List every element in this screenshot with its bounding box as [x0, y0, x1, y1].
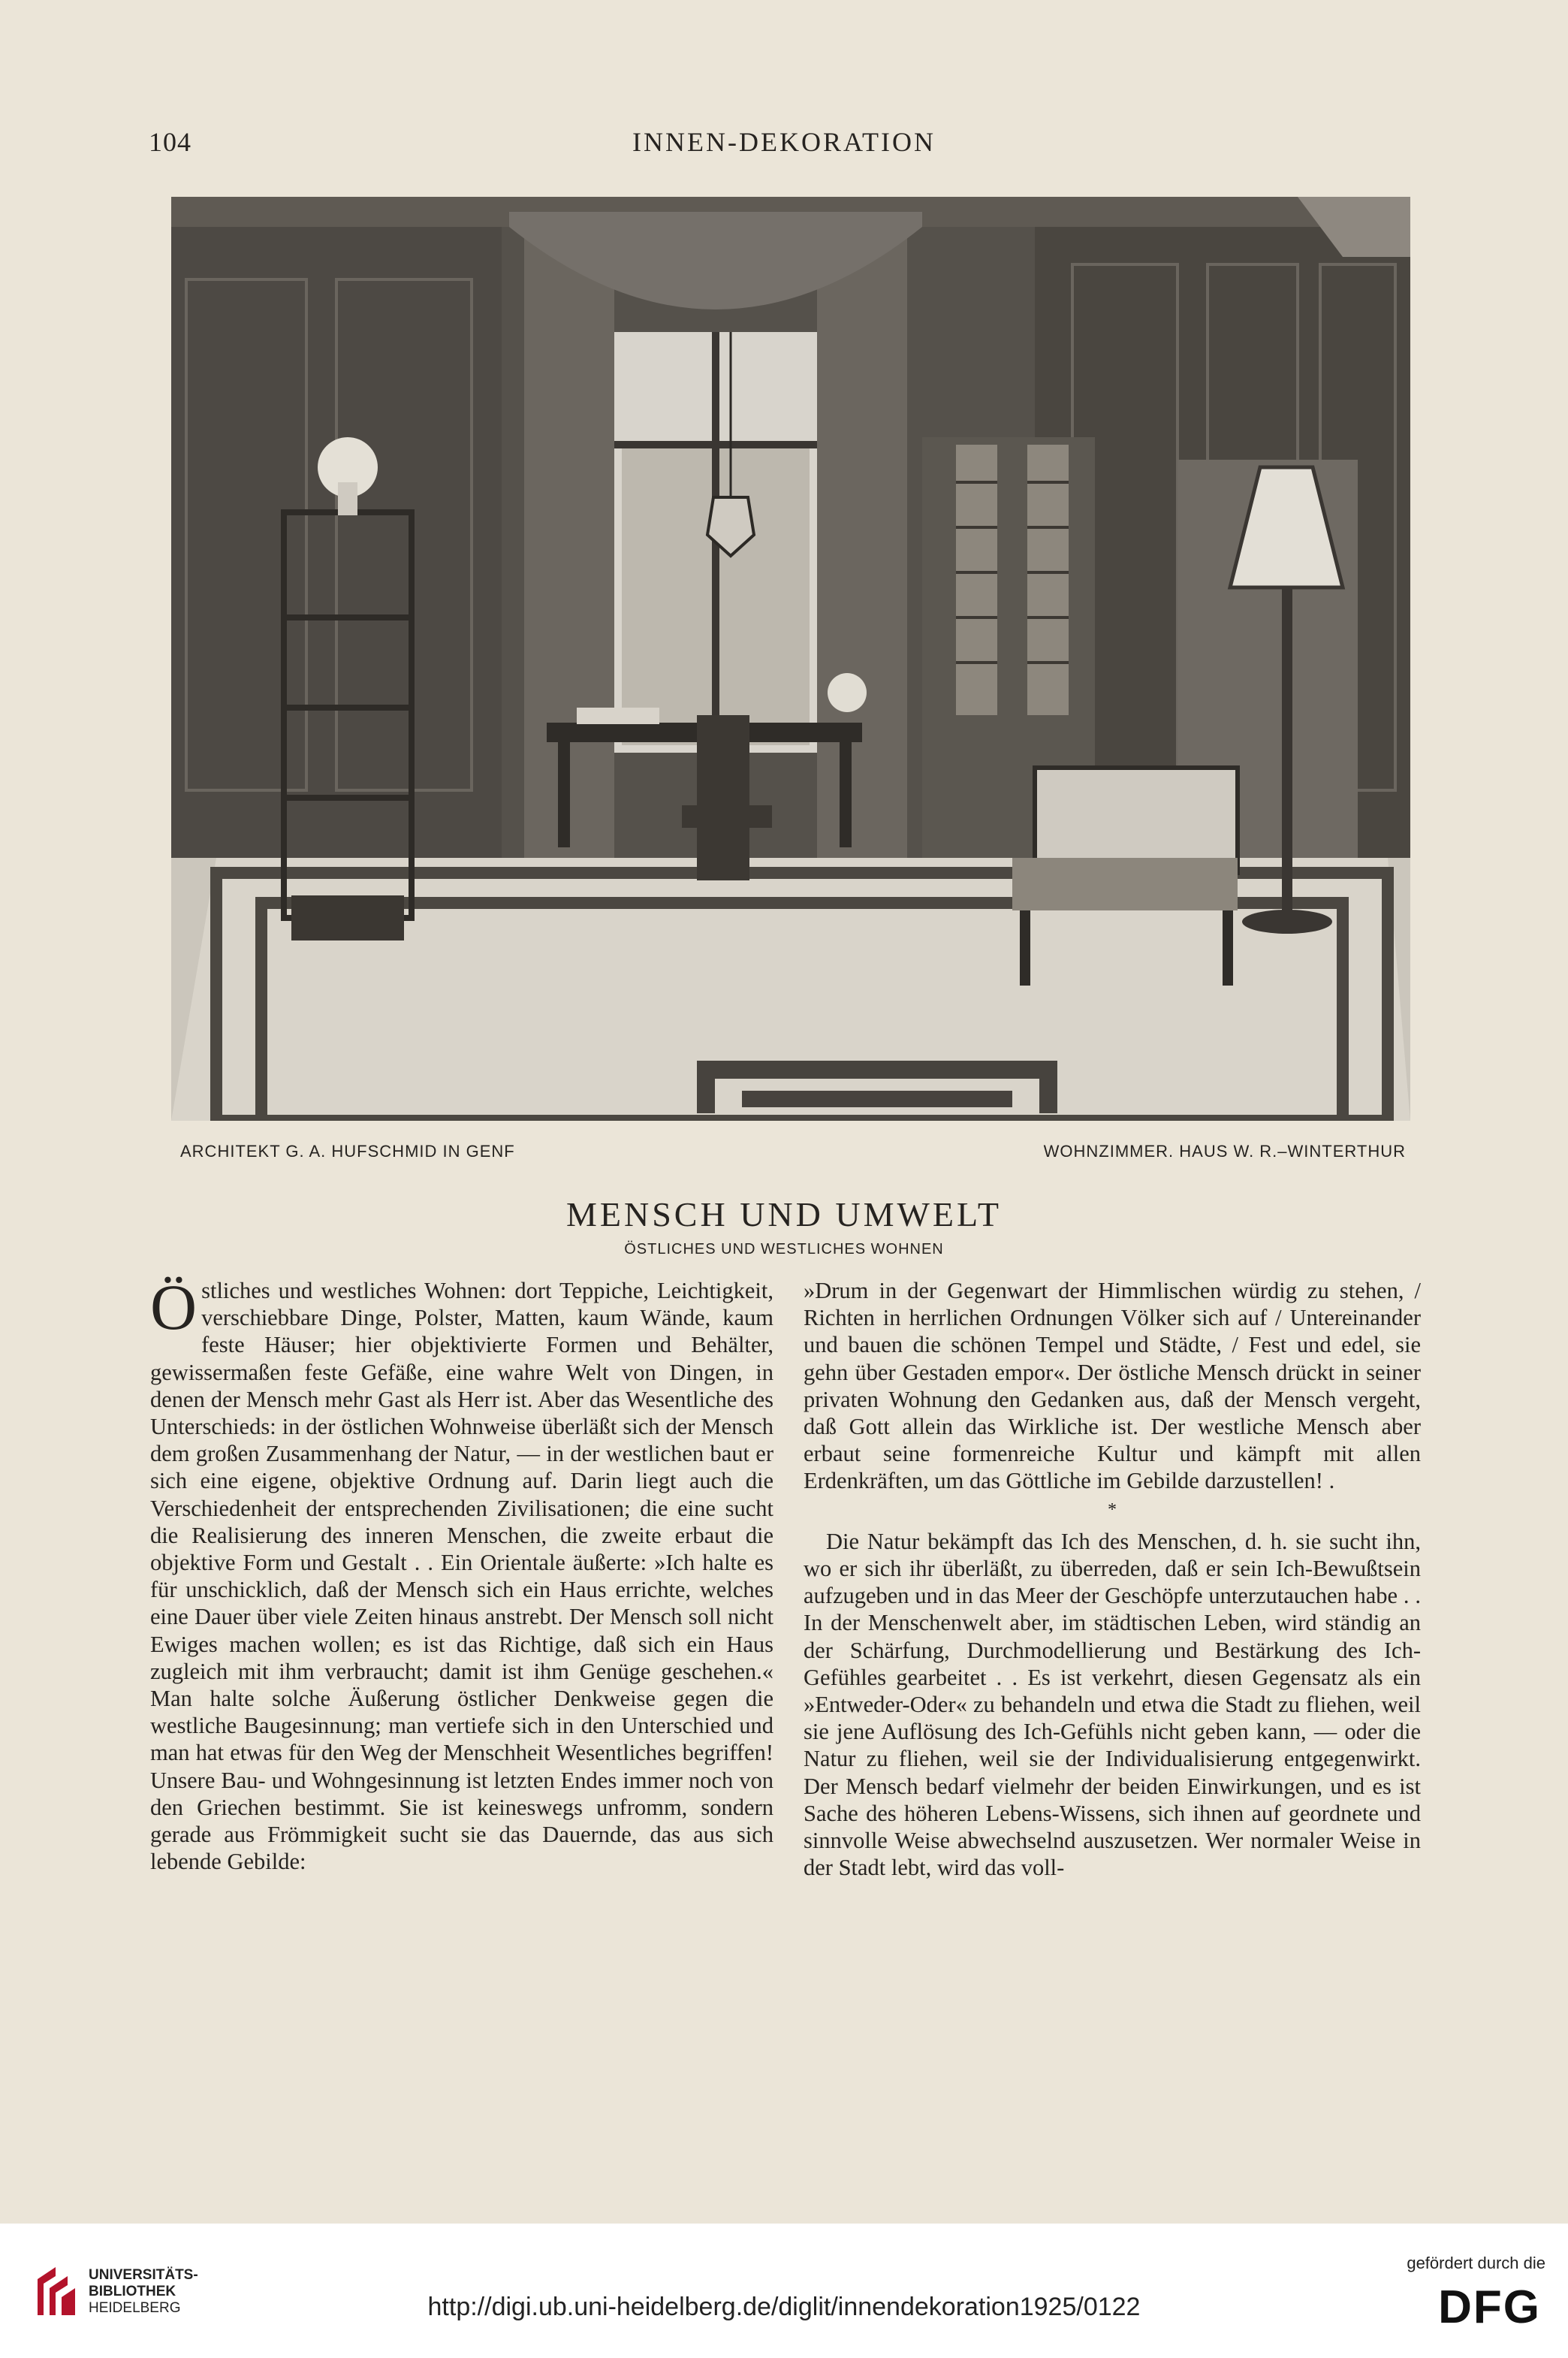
funded-by-label: gefördert durch die	[1407, 2254, 1545, 2272]
poem-quote-paragraph: »Drum in der Gegenwart der Himmlischen würdig zu stehen, / Richten in herrlichen Ordnungen Völker sich auf / Untereinander und bauen die schönen Tempel und Städte, / Fest und edel, sie gehn über Gestaden empor«. Der östliche Mensch drückt in seiner privaten Wohnung den Gedanken aus, daß der Mensch vergeht, daß Gott allein das Wirkliche ist. Der westliche Mensch aber erbaut seine formenreiche Kultur und kämpft mit allen Erdenkräften, um das Göttliche im Gebilde darzustellen! .	[804, 1278, 1421, 1494]
library-name-line: UNIVERSITÄTS-	[89, 2267, 198, 2283]
caption-room: WOHNZIMMER. HAUS W. R.–WINTERTHUR	[1043, 1142, 1406, 1161]
article-title: MENSCH UND UMWELT	[566, 1195, 1002, 1233]
drop-cap: Ö	[150, 1271, 198, 1343]
library-name-line: HEIDELBERG	[89, 2300, 181, 2316]
paragraph-text: stliches und westliches Wohnen: dort Teppiche, Leichtigkeit, verschiebbare Dinge, Polster, Matten, kaum Wände, kaum feste Häuser; hier objektivierte Formen und Behälter, gewissermaßen feste Gefäße, eine wahre Welt von Dingen, in denen der Mensch mehr Gast als Herr ist. Aber das Wesentliche des Unterschieds: in der östlichen Wohnweise überläßt sich der Mensch dem großen Zusammenhang der Natur, — in der westlichen baut er sich eine eigene, objektive Ordnung auf. Darin liegt auch die Verschiedenheit der entsprechenden Zivilisationen; die eine sucht die Realisierung des inneren Menschen, die zweite erbaut die objektive Form und Gestalt . . Ein Orientale äußerte: »Ich halte es für unschicklich, daß der Mensch sich ein Haus errichte, welches eine Dauer über viele Zeiten hinaus anstrebt. Der Mensch soll nicht Ewiges machen wollen; es ist das Richtige, daß sich ein Haus zugleich mit ihm verbraucht; damit ist ihm Genüge geschehen.« Man halte solche Äußerung östlicher Denkweise gegen die westliche Baugesinnung; man vertiefe sich in den Unterschied und man hat etwas für den Weg der Menschheit Wesentliches begriffen! Unsere Bau- und Wohngesinnung ist letzten Endes immer noch von den Griechen bestimmt. Sie ist keineswegs unfromm, sondern gerade aus Frömmigkeit sucht sie das Dauernde, das aus sich lebende Gebilde:	[150, 1278, 773, 1875]
paragraph: Die Natur bekämpft das Ich des Menschen, d. h. sie sucht ihn, wo er sich ihr überläßt, zu überreden, daß er sein Ich-Bewußtsein aufzugeben und in das Meer der Geschöpfe unterzutauchen habe . . In der Menschenwelt aber, im städtischen Leben, wird ständig an der Schärfung, Durchmodellierung und Bestärkung des Ich-Gefühles gearbeitet . . Es ist verkehrt, diesen Gegensatz als ein »Entweder-Oder« zu behandeln und etwa die Stadt zu fliehen, weil sie jene Auflösung des Ich-Gefühls nicht geben kann, — oder die Natur zu fliehen, weil sie der Individualisierung entgegenwirkt. Der Mensch bedarf vielmehr der beiden Einwirkungen, und es ist Sache des höheren Lebens-Wissens, sich ihnen auf geordnete und sinnvolle Weise abwechselnd auszusetzen. Wer normaler Weise in der Stadt lebt, wird das voll-	[804, 1528, 1421, 1881]
room-illustration	[171, 197, 1410, 1121]
interior-photograph	[171, 197, 1410, 1121]
footer-bar	[0, 2224, 1568, 2358]
permalink-url[interactable]: http://digi.ub.uni-heidelberg.de/diglit/innendekoration1925/0122	[427, 2293, 1141, 2321]
running-head: INNEN-DEKORATION	[632, 127, 936, 157]
library-name-line: BIBLIOTHEK	[89, 2284, 176, 2299]
text-column-left	[150, 1271, 773, 1875]
text-column-right	[804, 1277, 1421, 1881]
paragraph	[150, 1271, 773, 1875]
dfg-logo: DFG	[1438, 2281, 1541, 2333]
page-number: 104	[149, 127, 191, 157]
section-separator: *	[1108, 1499, 1117, 1520]
caption-architect: ARCHITEKT G. A. HUFSCHMID IN GENF	[180, 1142, 515, 1161]
figure-captions	[180, 1142, 1406, 1161]
article-subtitle: ÖSTLICHES UND WESTLICHES WOHNEN	[624, 1241, 944, 1257]
